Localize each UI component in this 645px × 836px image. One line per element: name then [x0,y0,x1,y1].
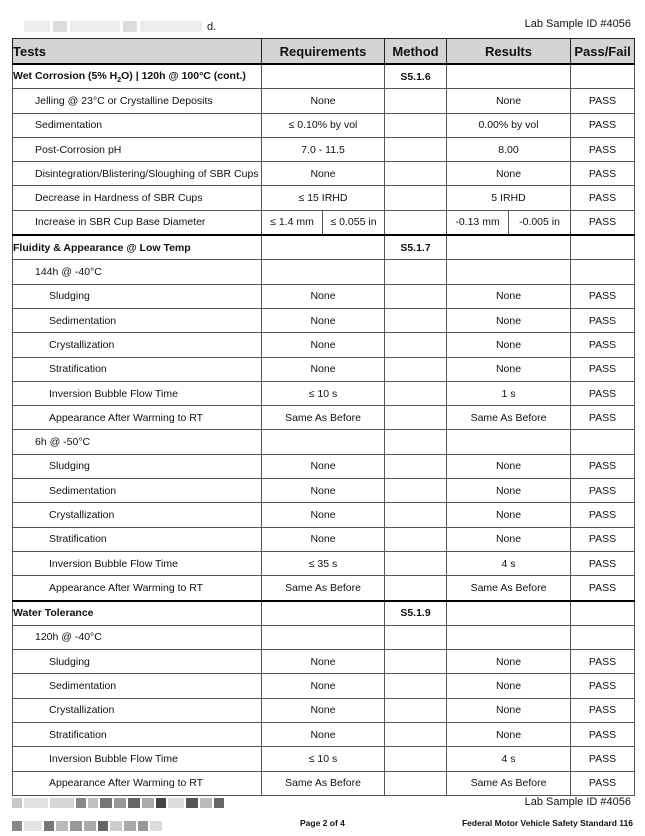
condition-name: 6h @ -50°C [13,430,262,454]
pass-fail-cell: PASS [571,771,635,795]
page-number: Page 2 of 4 [300,818,345,828]
pass-fail-cell [571,625,635,649]
section-name: Wet Corrosion (5% $H_2O$) | 120h @ 100°C (cont.) [13,64,262,89]
requirement-cell: ≤ 35 s [262,551,385,575]
pass-fail-cell: PASS [571,406,635,430]
pass-fail-cell: PASS [571,113,635,137]
requirement-cell: None [262,723,385,747]
test-name: Stratification [13,527,262,551]
table-row [13,576,635,601]
method-cell [385,210,447,235]
pass-fail-cell [571,260,635,284]
table-row [13,381,635,405]
table-row [13,357,635,381]
test-name: Sludging [13,454,262,478]
redaction-block [156,798,166,808]
requirement-cell: None [262,308,385,332]
method-cell [385,406,447,430]
requirements-cell [262,601,385,626]
pass-fail-cell: PASS [571,381,635,405]
result-cell: Same As Before [447,771,571,795]
results-cell [447,235,571,260]
method-cell [385,723,447,747]
pass-fail-cell: PASS [571,308,635,332]
test-name: Increase in SBR Cup Base Diameter [13,210,262,235]
header-results: Results [447,39,571,65]
method-cell [385,284,447,308]
test-name: Jelling @ 23°C or Crystalline Deposits [13,89,262,113]
pass-fail-cell: PASS [571,576,635,601]
redaction-block [142,798,154,808]
method-cell [385,527,447,551]
test-name: Appearance After Warming to RT [13,771,262,795]
condition-name: 144h @ -40°C [13,260,262,284]
redaction-block [53,21,67,32]
result-imperial-cell: -0.005 in [509,210,571,235]
table-row [13,113,635,137]
results-cell [447,64,571,89]
standard-name: Federal Motor Vehicle Safety Standard 116 [461,818,633,828]
requirement-imperial-cell: ≤ 0.055 in [323,210,385,235]
method-cell [385,454,447,478]
table-row [13,551,635,575]
redaction-block [214,798,224,808]
result-cell: 5 IRHD [447,186,571,210]
pass-fail-cell: PASS [571,210,635,235]
requirement-cell: None [262,650,385,674]
result-cell: None [447,89,571,113]
pass-fail-cell: PASS [571,674,635,698]
table-row [13,162,635,186]
method-cell: S5.1.6 [385,64,447,89]
pass-fail-cell: PASS [571,747,635,771]
table-row [13,650,635,674]
result-cell: None [447,723,571,747]
requirement-cell: ≤ 10 s [262,747,385,771]
table-row [13,210,635,235]
redaction-block [128,798,140,808]
footer-redacted-company [12,818,164,836]
result-cell: None [447,308,571,332]
result-cell: None [447,479,571,503]
method-cell [385,430,447,454]
table-row [13,674,635,698]
results-cell [447,260,571,284]
method-cell [385,479,447,503]
requirement-cell: Same As Before [262,406,385,430]
result-cell: 8.00 [447,137,571,161]
pass-fail-cell: PASS [571,454,635,478]
results-cell [447,430,571,454]
method-cell [385,625,447,649]
requirement-cell: None [262,284,385,308]
redaction-block [168,798,184,808]
requirement-cell: None [262,454,385,478]
requirement-cell: 7.0 - 11.5 [262,137,385,161]
result-cell: None [447,698,571,722]
result-cell: None [447,674,571,698]
redaction-block [200,798,212,808]
table-row [13,771,635,795]
result-cell: None [447,284,571,308]
test-name: Sedimentation [13,113,262,137]
condition-name: 120h @ -40°C [13,625,262,649]
test-name: Sludging [13,284,262,308]
result-cell: None [447,454,571,478]
test-name: Crystallization [13,503,262,527]
requirement-cell: None [262,333,385,357]
result-cell: Same As Before [447,406,571,430]
pass-fail-cell: PASS [571,723,635,747]
test-name: Sedimentation [13,479,262,503]
table-header-row [13,39,635,65]
test-name: Sedimentation [13,674,262,698]
pass-fail-cell [571,601,635,626]
pass-fail-cell: PASS [571,527,635,551]
method-cell [385,162,447,186]
test-name: Sedimentation [13,308,262,332]
section-row [13,64,635,89]
footer-redacted-line [12,795,226,813]
table-row [13,137,635,161]
test-name: Crystallization [13,698,262,722]
header-requirements: Requirements [262,39,385,65]
requirement-cell: ≤ 0.10% by vol [262,113,385,137]
method-cell [385,357,447,381]
result-cell: 4 s [447,551,571,575]
redaction-block [12,798,22,808]
redaction-block [100,798,112,808]
redaction-block [123,21,137,32]
test-name: Disintegration/Blistering/Sloughing of SBR Cups [13,162,262,186]
method-cell: S5.1.9 [385,601,447,626]
result-cell: 1 s [447,381,571,405]
requirement-cell: None [262,698,385,722]
result-cell: None [447,357,571,381]
results-cell [447,601,571,626]
method-cell [385,186,447,210]
table-row [13,308,635,332]
header-method: Method [385,39,447,65]
result-metric-cell: -0.13 mm [447,210,509,235]
method-cell [385,576,447,601]
condition-row [13,625,635,649]
results-cell [447,625,571,649]
test-name: Post-Corrosion pH [13,137,262,161]
redaction-block [50,798,74,808]
redaction-block [70,21,120,32]
method-cell [385,137,447,161]
condition-row [13,260,635,284]
test-name: Sludging [13,650,262,674]
section-row [13,235,635,260]
table-row [13,284,635,308]
table-row [13,454,635,478]
table-row [13,406,635,430]
method-cell [385,503,447,527]
requirement-metric-cell: ≤ 1.4 mm [262,210,323,235]
header-tests: Tests [13,39,262,65]
method-cell [385,650,447,674]
test-name: Appearance After Warming to RT [13,576,262,601]
method-cell [385,113,447,137]
header-pass-fail: Pass/Fail [571,39,635,65]
requirement-cell: Same As Before [262,771,385,795]
table-row [13,503,635,527]
results-table [12,38,635,796]
requirements-cell [262,430,385,454]
requirement-cell: Same As Before [262,576,385,601]
method-cell: S5.1.7 [385,235,447,260]
requirement-cell: None [262,674,385,698]
pass-fail-cell: PASS [571,479,635,503]
test-name: Appearance After Warming to RT [13,406,262,430]
method-cell [385,771,447,795]
method-cell [385,260,447,284]
requirements-cell [262,625,385,649]
requirements-cell [262,64,385,89]
requirement-cell: None [262,479,385,503]
test-name: Inversion Bubble Flow Time [13,747,262,771]
redaction-block [24,798,48,808]
requirement-cell: None [262,357,385,381]
method-cell [385,308,447,332]
pass-fail-cell: PASS [571,503,635,527]
pass-fail-cell: PASS [571,650,635,674]
redaction-block [186,798,198,808]
pass-fail-cell: PASS [571,357,635,381]
redaction-block [88,798,98,808]
lab-sample-id-header: Lab Sample ID #4056 [524,18,631,30]
method-cell [385,551,447,575]
pass-fail-cell [571,235,635,260]
result-cell: None [447,333,571,357]
requirements-cell [262,260,385,284]
requirement-cell: None [262,162,385,186]
pass-fail-cell: PASS [571,284,635,308]
test-name: Inversion Bubble Flow Time [13,381,262,405]
pass-fail-cell [571,430,635,454]
method-cell [385,747,447,771]
redaction-block [24,21,50,32]
table-row [13,747,635,771]
table-row [13,527,635,551]
result-cell: None [447,162,571,186]
table-row [13,89,635,113]
table-row [13,698,635,722]
pass-fail-cell: PASS [571,186,635,210]
section-name: Water Tolerance [13,601,262,626]
method-cell [385,381,447,405]
table-row [13,479,635,503]
header-text-tail: d. [207,20,217,33]
test-name: Inversion Bubble Flow Time [13,551,262,575]
test-name: Decrease in Hardness of SBR Cups [13,186,262,210]
method-cell [385,674,447,698]
lab-sample-id-footer: Lab Sample ID #4056 [524,796,631,808]
pass-fail-cell: PASS [571,89,635,113]
result-cell: 4 s [447,747,571,771]
method-cell [385,698,447,722]
test-name: Stratification [13,357,262,381]
redaction-block [140,21,202,32]
section-name: Fluidity & Appearance @ Low Temp [13,235,262,260]
result-cell: None [447,650,571,674]
test-name: Crystallization [13,333,262,357]
condition-row [13,430,635,454]
table-row [13,186,635,210]
pass-fail-cell [571,64,635,89]
result-cell: 0.00% by vol [447,113,571,137]
section-row [13,601,635,626]
pass-fail-cell: PASS [571,551,635,575]
redaction-block [76,798,86,808]
pass-fail-cell: PASS [571,162,635,186]
requirement-cell: None [262,503,385,527]
requirement-cell: None [262,527,385,551]
table-row [13,333,635,357]
table-row [13,723,635,747]
requirements-cell [262,235,385,260]
requirement-cell: ≤ 15 IRHD [262,186,385,210]
result-cell: Same As Before [447,576,571,601]
requirement-cell: ≤ 10 s [262,381,385,405]
pass-fail-cell: PASS [571,698,635,722]
requirement-cell: None [262,89,385,113]
pass-fail-cell: PASS [571,137,635,161]
redaction-block [114,798,126,808]
pass-fail-cell: PASS [571,333,635,357]
test-name: Stratification [13,723,262,747]
redacted-header-text [24,18,216,36]
method-cell [385,333,447,357]
result-cell: None [447,527,571,551]
result-cell: None [447,503,571,527]
method-cell [385,89,447,113]
